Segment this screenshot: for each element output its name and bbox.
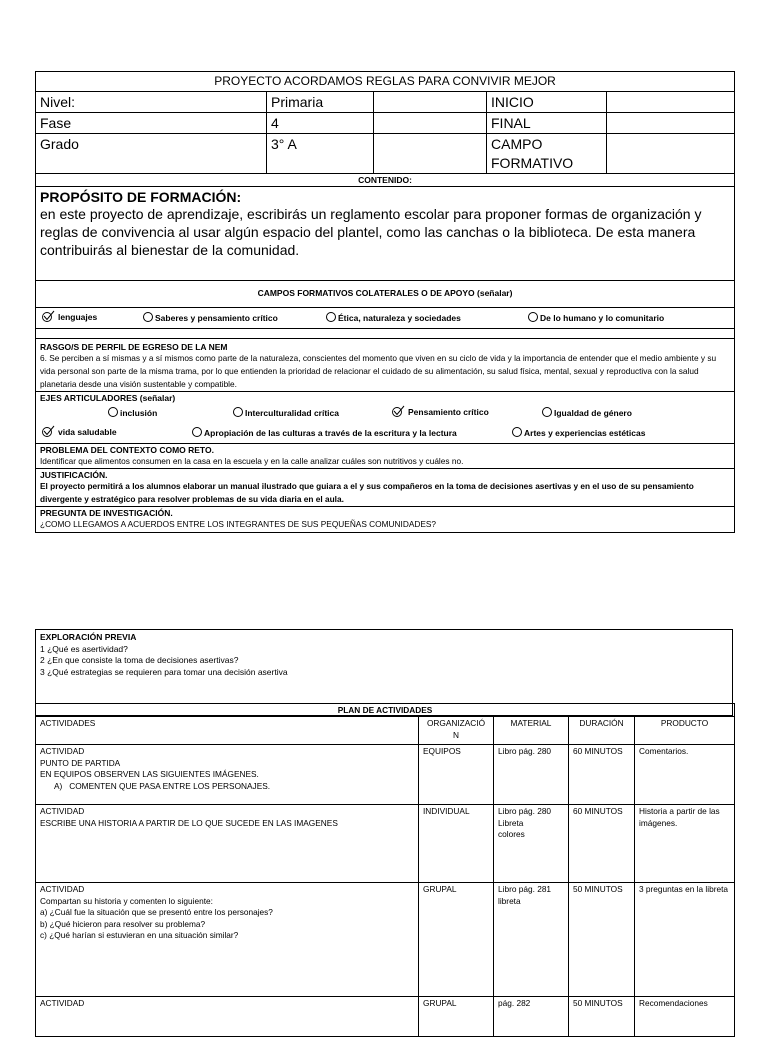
activity-producto: Comentarios. bbox=[635, 745, 735, 805]
activity-subitem-text: COMENTEN QUE PASA ENTRE LOS PERSONAJES. bbox=[69, 780, 271, 791]
inicio-label: INICIO bbox=[487, 92, 607, 113]
justificacion-text: El proyecto permitirá a los alumnos elaborar un manual ilustrado que guiara a el y sus compañeros en la toma de decisiones asertivas y en el uso de su pensamiento divergente y estratégico para resolver problemas de su vida diaria en el aula. bbox=[40, 481, 694, 504]
activity-description bbox=[36, 883, 419, 997]
campo-option-label: Ética, naturaleza y sociedades bbox=[338, 313, 461, 323]
justificacion-section bbox=[36, 469, 735, 507]
campo-option-etica[interactable] bbox=[326, 312, 461, 323]
eje-option-apropiacion[interactable] bbox=[192, 427, 457, 438]
final-value bbox=[607, 113, 735, 134]
activity-organizacion: GRUPAL bbox=[419, 997, 494, 1037]
activity-description bbox=[36, 805, 419, 883]
exploracion-heading: EXPLORACIÓN PREVIA bbox=[40, 632, 137, 642]
justificacion-heading: JUSTIFICACIÓN. bbox=[40, 470, 108, 480]
campo-option-saberes[interactable] bbox=[143, 312, 278, 323]
activity-material: Libro pág. 280 bbox=[494, 745, 569, 805]
purpose-heading: PROPÓSITO DE FORMACIÓN: bbox=[40, 189, 242, 205]
fase-label: Fase bbox=[36, 113, 267, 134]
fase-blank bbox=[374, 113, 487, 134]
activity-line: ACTIVIDAD bbox=[40, 884, 85, 894]
inicio-value bbox=[607, 92, 735, 113]
radio-circle-icon bbox=[108, 407, 118, 417]
activity-line: PUNTO DE PARTIDA bbox=[40, 757, 121, 768]
eje-option-label: Interculturalidad crítica bbox=[245, 408, 339, 418]
exploracion-item: 2 ¿En que consiste la toma de decisiones asertivas? bbox=[40, 655, 239, 665]
table-row bbox=[36, 997, 735, 1037]
header-organizacion: ORGANIZACIÓ N bbox=[419, 717, 494, 745]
problema-heading: PROBLEMA DEL CONTEXTO COMO RETO. bbox=[40, 445, 214, 455]
eje-option-artes[interactable] bbox=[512, 427, 645, 438]
eje-option-vida-saludable[interactable] bbox=[41, 425, 117, 437]
activity-line: ACTIVIDAD bbox=[40, 806, 85, 816]
spacer-row bbox=[36, 329, 735, 339]
radio-circle-icon bbox=[233, 407, 243, 417]
activity-line: ESCRIBE UNA HISTORIA A PARTIR DE LO QUE SUCEDE EN LAS IMAGENES bbox=[40, 817, 338, 828]
activity-material: Libro pág. 280 Libreta colores bbox=[494, 805, 569, 883]
eje-option-label: vida saludable bbox=[58, 427, 117, 437]
final-label: FINAL bbox=[487, 113, 607, 134]
purpose-section bbox=[36, 187, 735, 281]
campos-options bbox=[36, 308, 735, 329]
activity-line: Compartan su historia y comenten lo siguiente: bbox=[40, 895, 213, 906]
activity-line: ACTIVIDAD bbox=[40, 746, 85, 756]
project-form bbox=[35, 71, 735, 533]
eje-option-interculturalidad[interactable] bbox=[233, 407, 339, 418]
campo-option-lenguajes[interactable] bbox=[41, 310, 97, 322]
eje-option-pensamiento[interactable] bbox=[391, 405, 489, 417]
perfil-section bbox=[36, 339, 735, 392]
activity-producto: Recomendaciones bbox=[635, 997, 735, 1037]
radio-circle-icon bbox=[192, 427, 202, 437]
activity-organizacion: EQUIPOS bbox=[419, 745, 494, 805]
checked-circle-icon bbox=[41, 310, 55, 322]
plan-title: PLAN DE ACTIVIDADES bbox=[36, 704, 735, 717]
activity-duracion: 50 MINUTOS bbox=[569, 883, 635, 997]
activity-material: pág. 282 bbox=[494, 997, 569, 1037]
activity-line: ACTIVIDAD bbox=[40, 998, 85, 1008]
activity-subitem: A) COMENTEN QUE PASA ENTRE LOS PERSONAJES. bbox=[54, 780, 271, 791]
activity-producto: 3 preguntas en la libreta bbox=[635, 883, 735, 997]
grado-blank bbox=[374, 134, 487, 174]
header-material: MATERIAL bbox=[494, 717, 569, 745]
nivel-label: Nivel: bbox=[36, 92, 267, 113]
campo-option-label: lenguajes bbox=[58, 312, 98, 322]
eje-option-label: Apropiación de las culturas a través de la escritura y la lectura bbox=[204, 428, 457, 438]
eje-option-label: Igualdad de género bbox=[554, 408, 632, 418]
eje-option-label: Pensamiento crítico bbox=[408, 407, 489, 417]
fase-value: 4 bbox=[267, 113, 374, 134]
checked-circle-icon bbox=[391, 405, 405, 417]
activities-plan-table bbox=[35, 703, 735, 1037]
campo-formativo-value bbox=[607, 134, 735, 174]
pregunta-section bbox=[36, 507, 735, 533]
contenido-label: CONTENIDO: bbox=[36, 174, 735, 187]
activity-description bbox=[36, 745, 419, 805]
radio-circle-icon bbox=[512, 427, 522, 437]
radio-circle-icon bbox=[542, 407, 552, 417]
activity-description bbox=[36, 997, 419, 1037]
checked-circle-icon bbox=[41, 425, 55, 437]
activity-line: EN EQUIPOS OBSERVEN LAS SIGUIENTES IMÁGENES. bbox=[40, 769, 259, 779]
eje-option-igualdad[interactable] bbox=[542, 407, 632, 418]
activity-material: Libro pág. 281 libreta bbox=[494, 883, 569, 997]
nivel-blank bbox=[374, 92, 487, 113]
nivel-value: Primaria bbox=[267, 92, 374, 113]
activity-line: a) ¿Cuál fue la situación que se presentó entre los personajes? bbox=[40, 907, 273, 917]
radio-circle-icon bbox=[528, 312, 538, 322]
header-producto: PRODUCTO bbox=[635, 717, 735, 745]
eje-option-inclusion[interactable] bbox=[108, 407, 157, 418]
pregunta-heading: PREGUNTA DE INVESTIGACIÓN. bbox=[40, 508, 173, 518]
activity-organizacion: INDIVIDUAL bbox=[419, 805, 494, 883]
header-actividades: ACTIVIDADES bbox=[36, 717, 419, 745]
campo-option-label: De lo humano y lo comunitario bbox=[540, 313, 665, 323]
eje-option-label: Artes y experiencias estéticas bbox=[524, 428, 646, 438]
grado-label: Grado bbox=[36, 134, 267, 174]
header-duracion: DURACIÓN bbox=[569, 717, 635, 745]
perfil-text: 6. Se perciben a sí mismas y a sí mismos como parte de la naturaleza, conscientes del momento que viven en su ciclo de vida y la importancia de entender que el medio ambiente y su vida personal son parte de la misma trama, por lo que entienden la prioridad de relacionar el cuidado de su alimentación, su salud física, mental, sexual y reproductiva con la salud planetaria desde una visión sustentable y compatible. bbox=[40, 353, 717, 389]
eje-option-label: inclusión bbox=[120, 408, 158, 418]
activity-duracion: 50 MINUTOS bbox=[569, 997, 635, 1037]
project-title: PROYECTO ACORDAMOS REGLAS PARA CONVIVIR MEJOR bbox=[36, 72, 735, 92]
ejes-heading: EJES ARTICULADORES (señalar) bbox=[40, 393, 176, 403]
problema-text: Identificar que alimentos consumen en la casa en la escuela y en la calle analizar cuáles son nutritivos y cuáles no. bbox=[40, 456, 464, 466]
campo-formativo-label: CAMPO FORMATIVO bbox=[487, 134, 607, 174]
problema-section bbox=[36, 444, 735, 469]
activity-line: b) ¿Qué hicieron para resolver su problema? bbox=[40, 918, 206, 929]
ejes-section bbox=[36, 392, 735, 444]
activity-duracion: 60 MINUTOS bbox=[569, 745, 635, 805]
campo-option-label: Saberes y pensamiento crítico bbox=[155, 313, 278, 323]
campos-heading: CAMPOS FORMATIVOS COLATERALES O DE APOYO (señalar) bbox=[36, 281, 735, 308]
campo-option-humano[interactable] bbox=[528, 312, 664, 323]
table-row bbox=[36, 883, 735, 997]
radio-circle-icon bbox=[143, 312, 153, 322]
exploracion-item: 3 ¿Qué estrategias se requieren para tomar una decisión asertiva bbox=[40, 666, 288, 677]
perfil-heading: RASGO/S DE PERFIL DE EGRESO DE LA NEM bbox=[40, 342, 228, 352]
activity-producto: Historia a partir de las imágenes. bbox=[635, 805, 735, 883]
exploracion-item: 1 ¿Qué es asertividad? bbox=[40, 643, 128, 654]
pregunta-text: ¿COMO LLEGAMOS A ACUERDOS ENTRE LOS INTEGRANTES DE SUS PEQUEÑAS COMUNIDADES? bbox=[40, 519, 437, 529]
purpose-text: en este proyecto de aprendizaje, escribirás un reglamento escolar para proponer formas de organización y reglas de convivencia al usar algún espacio del plantel, como las canchas o la biblioteca. De esta manera contribuirás al bienestar de la comunidad. bbox=[40, 206, 702, 258]
table-row bbox=[36, 745, 735, 805]
activity-duracion: 60 MINUTOS bbox=[569, 805, 635, 883]
radio-circle-icon bbox=[326, 312, 336, 322]
activity-line: c) ¿Qué harían si estuvieran en una situación similar? bbox=[40, 930, 239, 940]
table-row bbox=[36, 805, 735, 883]
activity-organizacion: GRUPAL bbox=[419, 883, 494, 997]
grado-value: 3° A bbox=[267, 134, 374, 174]
